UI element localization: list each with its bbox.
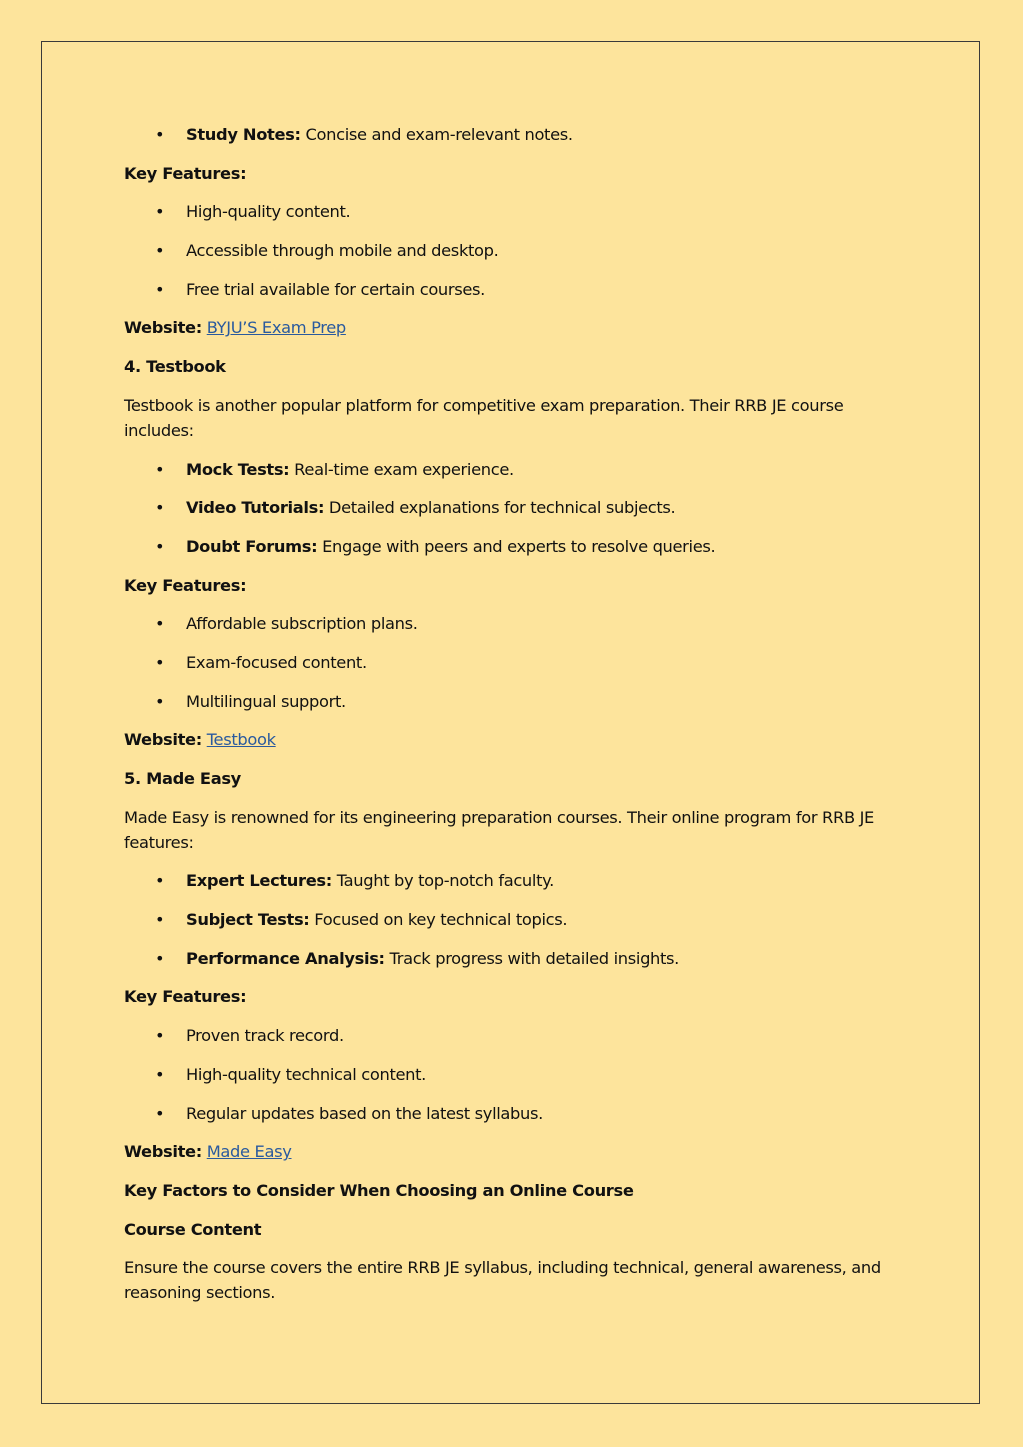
item-label: Video Tutorials:	[186, 498, 325, 518]
feature-text: High-quality content.	[186, 202, 351, 222]
bullet-icon: •	[155, 498, 165, 518]
item-text: Focused on key technical topics.	[309, 910, 568, 930]
item-label: Performance Analysis:	[186, 948, 385, 968]
feature-text: High-quality technical content.	[186, 1064, 426, 1084]
section-intro: Made Easy is renowned for its engineering preparation courses. Their online program for RRB JE features:	[124, 807, 874, 852]
bullet-icon: •	[155, 1064, 165, 1084]
bullet-icon: •	[155, 1103, 165, 1123]
feature-text: Accessible through mobile and desktop.	[186, 241, 499, 261]
bullet-icon: •	[155, 652, 165, 672]
feature-text: Multilingual support.	[186, 691, 346, 711]
item-label: Expert Lectures:	[186, 871, 332, 891]
bullet-icon: •	[155, 125, 165, 144]
list-item	[124, 457, 884, 482]
key-features-heading: Key Features:	[124, 575, 247, 595]
list-item	[124, 199, 884, 224]
list-item	[124, 238, 884, 263]
bullet-icon: •	[155, 279, 165, 299]
bullet-icon: •	[155, 1026, 165, 1046]
section-intro: Testbook is another popular platform for competitive exam preparation. Their RRB JE course includes:	[124, 395, 844, 440]
website-label: Website:	[124, 730, 202, 750]
bullet-icon: •	[155, 536, 165, 556]
item-text: Concise and exam-relevant notes.	[300, 125, 573, 144]
list-item	[124, 1062, 884, 1087]
list-item	[124, 611, 884, 636]
list-item	[124, 1101, 884, 1126]
list-item	[124, 277, 884, 302]
bullet-icon: •	[155, 202, 165, 222]
item-label: Mock Tests:	[186, 459, 290, 479]
key-features-heading: Key Features:	[124, 987, 247, 1007]
key-features-heading: Key Features:	[124, 163, 247, 183]
feature-text: Affordable subscription plans.	[186, 614, 418, 634]
item-text: Real-time exam experience.	[289, 459, 514, 479]
document-content	[124, 122, 884, 1319]
website-line	[124, 727, 884, 752]
website-line	[124, 315, 884, 340]
website-label: Website:	[124, 318, 202, 338]
list-item	[124, 1023, 884, 1048]
item-text: Detailed explanations for technical subjects.	[324, 498, 676, 518]
list-item	[124, 495, 884, 520]
website-label: Website:	[124, 1142, 202, 1162]
list-item	[124, 534, 884, 559]
byjus-website-link[interactable]: BYJU’S Exam Prep	[206, 318, 346, 338]
item-label: Doubt Forums:	[186, 536, 318, 556]
made-easy-website-link[interactable]: Made Easy	[206, 1142, 292, 1162]
bullet-icon: •	[155, 614, 165, 634]
course-content-paragraph: Ensure the course covers the entire RRB JE syllabus, including technical, general awareness, and reasoning sections.	[124, 1258, 881, 1303]
list-item	[124, 907, 884, 932]
section-heading-made-easy: 5. Made Easy	[124, 769, 241, 788]
feature-text: Exam-focused content.	[186, 652, 367, 672]
testbook-website-link[interactable]: Testbook	[206, 730, 276, 750]
bullet-icon: •	[155, 871, 165, 891]
bullet-icon: •	[155, 910, 165, 930]
bullet-icon: •	[155, 691, 165, 711]
list-item	[124, 689, 884, 714]
feature-text: Free trial available for certain courses.	[186, 279, 485, 299]
section-heading-key-factors: Key Factors to Consider When Choosing an Online Course	[124, 1180, 634, 1200]
feature-text: Proven track record.	[186, 1026, 344, 1046]
list-item	[124, 122, 884, 147]
item-text: Taught by top-notch faculty.	[331, 871, 554, 891]
list-item	[124, 868, 884, 893]
list-item	[124, 946, 884, 971]
item-text: Track progress with detailed insights.	[384, 948, 680, 968]
item-label: Subject Tests:	[186, 910, 310, 930]
item-label: Study Notes:	[186, 125, 301, 144]
section-heading-testbook: 4. Testbook	[124, 357, 226, 377]
website-line	[124, 1139, 884, 1164]
bullet-icon: •	[155, 948, 165, 968]
bullet-icon: •	[155, 459, 165, 479]
item-text: Engage with peers and experts to resolve queries.	[317, 536, 716, 556]
list-item	[124, 650, 884, 675]
bullet-icon: •	[155, 241, 165, 261]
feature-text: Regular updates based on the latest syllabus.	[186, 1103, 543, 1123]
subheading-course-content: Course Content	[124, 1219, 262, 1239]
